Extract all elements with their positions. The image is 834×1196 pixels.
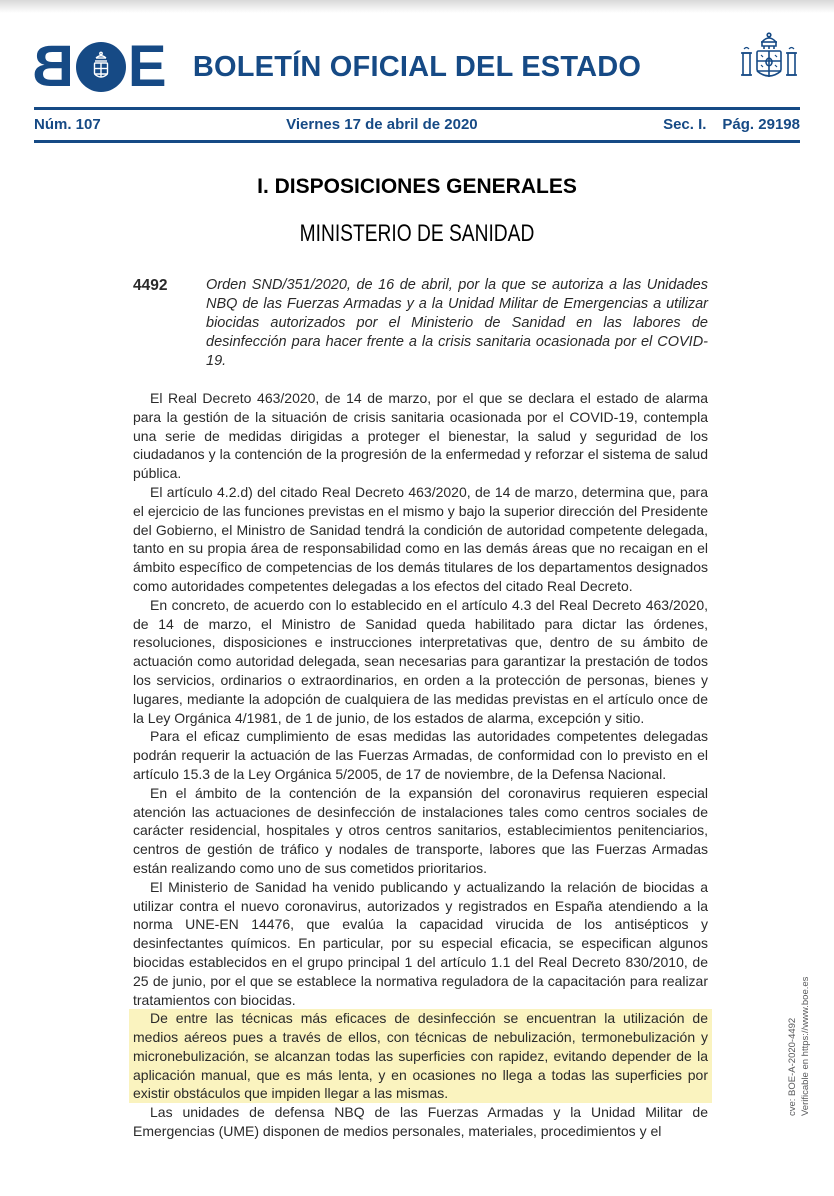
article-number: 4492 — [133, 277, 168, 294]
boe-logo-letter-e: E — [127, 34, 165, 99]
body-paragraph: En el ámbito de la contención de la expansión del coronavirus requieren especial atención las actuaciones de desinfección de instalaciones tales como centros sociales de carácter residencial, hospitales y otros centros sanitarios, establecimientos penitenciarios, centros de gestión de tráfico y nodales de transporte, labores que las Fuerzas Armadas están realizando como uno de sus cometidos prioritarios. — [133, 784, 708, 876]
body-paragraph: En concreto, de acuerdo con lo establecido en el artículo 4.3 del Real Decreto 463/2020, de 14 de marzo, el Ministro de Sanidad queda habilitado para dictar las órdenes, resoluciones, disposiciones e instrucciones interpretativas que, dentro de su ámbito de actuación como autoridad delegada, sean necesarias para garantizar la prestación de todos los servicios, ordinarios o extraordinarios, en orden a la protección de personas, bienes y lugares, mediante la adopción de cualquiera de las medidas previstas en el artículo once de la Ley Orgánica 4/1981, de 1 de junio, de los estados de alarma, excepción y sitio. — [133, 596, 708, 726]
masthead — [34, 34, 800, 99]
body-paragraph: Las unidades de defensa NBQ de las Fuerzas Armadas y la Unidad Militar de Emergencias (UME) disponen de medios personales, materiales, procedimientos y el — [133, 1104, 708, 1140]
page-title: BOLETÍN OFICIAL DEL ESTADO — [192, 50, 642, 83]
issue-info-row — [34, 110, 800, 140]
cve-code: cve: BOE-A-2020-4492 — [787, 1017, 798, 1116]
body-paragraph: El artículo 4.2.d) del citado Real Decreto 463/2020, de 14 de marzo, determina que, para el ejercicio de las funciones previstas en el mismo y bajo la superior dirección del Presidente del Gobierno, el Ministro de Sanidad tendrá la condición de autoridad competente delegada, tanto en su propia área de responsabilidad como en las demás áreas que no recaigan en el ámbito específico de competencias de los demás titulares de los departamentos designados como autoridades competentes delegadas a los efectos del citado Real Decreto. — [133, 483, 708, 594]
section-title: I. DISPOSICIONES GENERALES — [257, 175, 577, 198]
page-top-edge — [0, 0, 834, 13]
body-paragraph: El Ministerio de Sanidad ha venido publicando y actualizando la relación de biocidas a utilizar contra el nuevo coronavirus, autorizados y registrados en España atendiendo a la norma UNE-EN 14476, que evalúa la capacidad virucida de los antisépticos y desinfectantes químicos. En particular, por su especial eficacia, se especifican algunos biocidas establecidos en el grupo principal 1 del artículo 1.1 del Real Decreto 830/2010, de 25 de junio, por el que se establece la normativa reguladora de la capacitación para realizar tratamientos con biocidas. — [133, 878, 708, 1008]
page-number-label: Pág. 29198 — [722, 116, 800, 133]
page — [0, 34, 834, 1141]
body-paragraph: El Real Decreto 463/2020, de 14 de marzo, por el que se declara el estado de alarma para la gestión de la situación de crisis sanitaria ocasionada por el COVID-19, contempla una serie de medidas dirigidas a proteger el bienestar, la salud y seguridad de los ciudadanos y la contención de la progresión de la enfermedad y reforzar el sistema de salud pública. — [133, 390, 708, 482]
article — [133, 276, 708, 1141]
header-rule-bottom — [34, 140, 800, 143]
article-summary: Orden SND/351/2020, de 16 de abril, por la que se autoriza a las Unidades NBQ de las Fuerzas Armadas y a la Unidad Militar de Emergencias a utilizar biocidas autorizados por el Ministerio de Sanidad en las labores de desinfección para hacer frente a la crisis sanitaria ocasionada por el COVID-19. — [206, 277, 708, 369]
article-body — [133, 389, 708, 1141]
verification-note — [787, 977, 812, 1116]
body-paragraph: Para el eficaz cumplimiento de esas medidas las autoridades competentes delegadas podrán requerir la actuación de las Fuerzas Armadas, de conformidad con lo previsto en el artículo 15.3 de la Ley Orgánica 5/2005, de 17 de noviembre, de la Defensa Nacional. — [133, 728, 708, 782]
section-page-group — [663, 116, 800, 133]
body-paragraph-highlighted: De entre las técnicas más eficaces de desinfección se encuentran la utilización de medios aéreos pues a través de ellos, con técnicas de nebulización, termonebulización y micronebulización, se alcanzan todas las superficies con rapidez, evitando depender de la aplicación manual, que es más lenta, y en ocasiones no llega a todas las superficies por existir obstáculos que impiden llegar a las mismas. — [133, 1010, 708, 1102]
boe-logo-letter-b: B — [34, 34, 74, 99]
article-head — [133, 276, 708, 371]
ministry-title: MINISTERIO DE SANIDAD — [299, 220, 535, 247]
section-label: Sec. I. — [663, 116, 707, 133]
verifiable-url-note: Verificable en https://www.boe.es — [799, 976, 811, 1116]
issue-number: Núm. 107 — [34, 116, 101, 133]
issue-date: Viernes 17 de abril de 2020 — [286, 116, 478, 133]
